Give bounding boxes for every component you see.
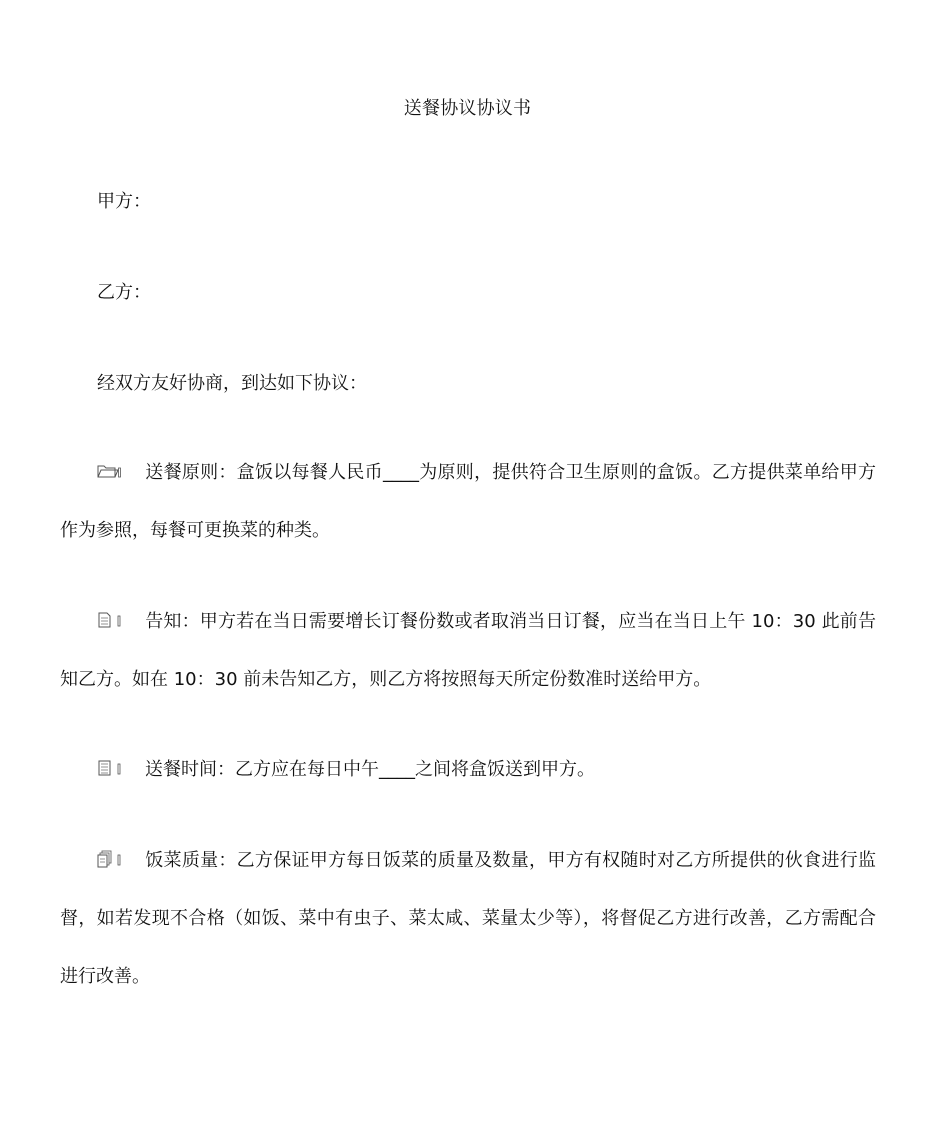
stacked-pages-icon (97, 850, 121, 868)
text-lines-icon (97, 759, 121, 777)
party-a-label: 甲方： (97, 191, 151, 212)
clause-text: 告知：甲方若在当日需要增长订餐份数或者取消当日订餐，应当在当日上午 10：30 此前告知乙方。如在 10：30 前未告知乙方，则乙方将按照每天所定份数准时送给甲方。 (60, 611, 876, 690)
folder-icon (97, 462, 121, 480)
clause-text: 饭菜质量：乙方保证甲方每日饭菜的质量及数量，甲方有权随时对乙方所提供的伙食进行监督，如若发现不合格（如饭、菜中有虫子、菜太咸、菜量太少等），将督促乙方进行改善，乙方需配合进行改善。 (60, 850, 876, 987)
agreement-intro: 经双方友好协商，到达如下协议： (97, 373, 367, 394)
party-b-label: 乙方： (97, 282, 151, 303)
document-title: 送餐协议协议书 (403, 98, 532, 119)
clause-text: 送餐原则：盒饭以每餐人民币____为原则，提供符合卫生原则的盒饭。乙方提供菜单给甲方作为参照，每餐可更换菜的种类。 (60, 462, 876, 541)
clause-delivery-principle (60, 444, 876, 560)
clause-notification (60, 593, 876, 709)
clause-text: 送餐时间：乙方应在每日中午____之间将盒饭送到甲方。 (145, 759, 595, 780)
clause-food-quality (60, 832, 876, 1006)
document-icon (97, 611, 121, 629)
clause-delivery-time (60, 741, 876, 799)
